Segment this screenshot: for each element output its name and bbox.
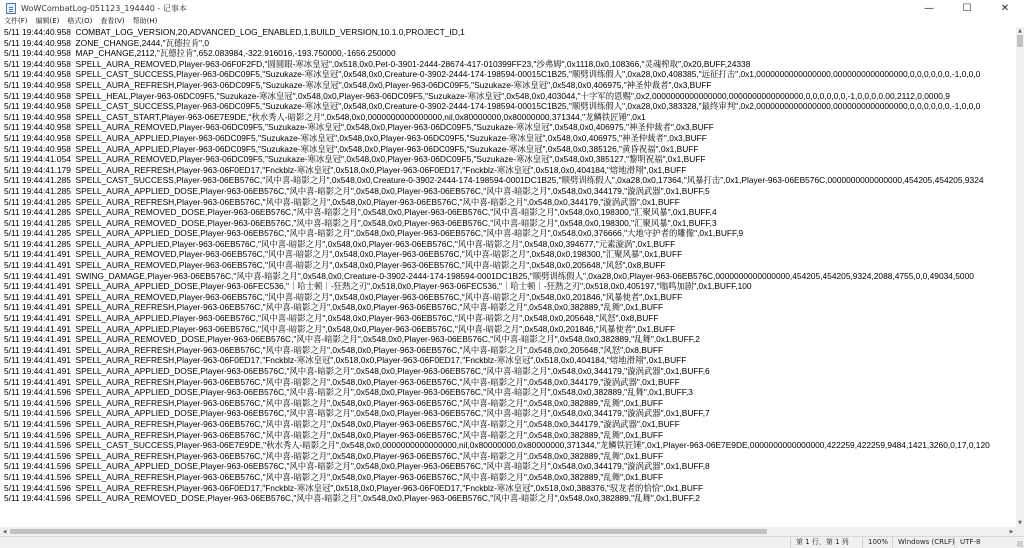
window-controls [910,0,1024,16]
text-line: 5/11 19:44:41.491 SPELL_AURA_REFRESH,Player-963-06EB576C,"风中喜-暗影之月",0x548,0x0,Player-963-06EB576C,"风中喜-暗影之月",0x548,0x0,205648,"风怒",0x8,BUFF [4,344,664,355]
text-line: 5/11 19:44:40.958 SPELL_CAST_START,Player-963-06E7E9DE,"秋水秀人-暗影之月",0x548,0x0,0000000000000000,nil,0x80000000,0x80000000,371344,"龙鳞铁匠锤",0x1 [4,111,646,122]
text-line: 5/11 19:44:41.491 SWING_DAMAGE,Player-963-06EB576C,"风中喜-暗影之月",0x548,0x0,Creature-0-3902-2444-174-198594-0001DC1B25,"顺劈训练假人",0xa28,0x0,Player-963-06EB576C,0000000000000000,454205,454205,9324,2088,4755,0,0,49034,5000 [4,270,974,281]
vertical-scroll-thumb[interactable] [1017,35,1023,47]
notepad-icon [6,3,16,14]
text-line: 5/11 19:44:40.958 SPELL_CAST_SUCCESS,Player-963-06DC09F5,"Suzukaze-寒冰皇冠",0x548,0x0,Creature-0-3902-2444-174-198594-00015C1B25,"顺劈训练假人",0xa28,0x0,383328,"最终审判",0x2,0000000000000000,0000000000000000,0,0,0,0,0,0,-1,0,0,0 [4,101,981,112]
status-line-ending: Windows (CRLF) [892,537,954,548]
text-line: 5/11 19:44:40.958 SPELL_AURA_REMOVED,Player-963-06DC09F5,"Suzukaze-寒冰皇冠",0x548,0x0,Player-963-06DC09F5,"Suzukaze-寒冰皇冠",0x548,0x0,406975,"神圣仲裁者",0x3,BUFF [4,122,714,133]
menu-view[interactable]: 查看(V) [100,17,125,25]
minimize-button[interactable]: — [924,2,934,14]
text-line: 5/11 19:44:41.285 SPELL_AURA_REFRESH,Player-963-06EB576C,"风中喜-暗影之月",0x548,0x0,Player-963-06EB576C,"风中喜-暗影之月",0x548,0x0,344179,"漩涡武器",0x1,BUFF [4,196,680,207]
text-editor[interactable] [0,27,1016,527]
text-line: 5/11 19:44:41.491 SPELL_AURA_REFRESH,Player-963-06EB576C,"风中喜-暗影之月",0x548,0x0,Player-963-06EB576C,"风中喜-暗影之月",0x548,0x0,382889,"乱舞",0x1,BUFF [4,302,664,313]
text-line: 5/11 19:44:41.596 SPELL_AURA_REFRESH,Player-963-06EB576C,"风中喜-暗影之月",0x548,0x0,Player-963-06EB576C,"风中喜-暗影之月",0x548,0x0,344179,"漩涡武器",0x1,BUFF [4,418,680,429]
text-line: 5/11 19:44:41.596 SPELL_AURA_REFRESH,Player-963-06EB576C,"风中喜-暗影之月",0x548,0x0,Player-963-06EB576C,"风中喜-暗影之月",0x548,0x0,382889,"乱舞",0x1,BUFF [4,397,664,408]
close-button[interactable]: ✕ [1000,2,1010,14]
menu-bar [0,16,1024,27]
text-line: 5/11 19:44:40.958 SPELL_CAST_SUCCESS,Player-963-06DC09F5,"Suzukaze-寒冰皇冠",0x548,0x0,Creature-0-3902-2444-174-198594-00015C1B25,"顺劈训练假人",0xa28,0x0,408385,"远征打击",0x1,0000000000000000,0000000000000000,0,0,0,0,0,0,-1,0,0,0 [4,69,981,80]
horizontal-scroll-thumb[interactable] [10,529,767,534]
text-line: 5/11 19:44:41.285 SPELL_AURA_APPLIED,Player-963-06EB576C,"风中喜-暗影之月",0x548,0x0,Player-963-06EB576C,"风中喜-暗影之月",0x548,0x0,394677,"元素漩涡",0x1,BUFF [4,238,676,249]
text-line: 5/11 19:44:41.285 SPELL_AURA_REMOVED_DOSE,Player-963-06EB576C,"风中喜-暗影之月",0x548,0x0,Player-963-06EB576C,"风中喜-暗影之月",0x548,0x0,198300,"汇聚风暴",0x1,BUFF,3 [4,217,717,228]
text-line: 5/11 19:44:41.596 SPELL_AURA_REFRESH,Player-963-06F0ED17,"Fnckblz-寒冰皇冠",0x518,0x0,Player-963-06F0ED17,"Fnckblz-寒冰皇冠",0x518,0x0,388376,"驭龙者的恰恰",0x1,BUFF [4,482,704,493]
status-encoding: UTF-8 [954,537,1014,548]
text-line: 5/11 19:44:41.285 SPELL_AURA_APPLIED_DOSE,Player-963-06EB576C,"风中喜-暗影之月",0x548,0x0,Player-963-06EB576C,"风中喜-暗影之月",0x548,0x0,344179,"漩涡武器",0x1,BUFF,5 [4,185,710,196]
text-line: 5/11 19:44:41.596 SPELL_AURA_REFRESH,Player-963-06EB576C,"风中喜-暗影之月",0x548,0x0,Player-963-06EB576C,"风中喜-暗影之月",0x548,0x0,382889,"乱舞",0x1,BUFF [4,429,664,440]
title-bar [0,0,1024,16]
text-line: 5/11 19:44:41.596 SPELL_AURA_REFRESH,Player-963-06EB576C,"风中喜-暗影之月",0x548,0x0,Player-963-06EB576C,"风中喜-暗影之月",0x548,0x0,382889,"乱舞",0x1,BUFF [4,471,664,482]
horizontal-scrollbar[interactable] [0,527,1016,536]
scroll-left-icon[interactable]: ◀ [2,528,7,535]
text-line: 5/11 19:44:41.491 SPELL_AURA_REMOVED_DOSE,Player-963-06EB576C,"风中喜-暗影之月",0x548,0x0,Player-963-06EB576C,"风中喜-暗影之月",0x548,0x0,382889,"乱舞",0x1,BUFF,2 [4,334,700,345]
text-line: 5/11 19:44:40.958 ZONE_CHANGE,2444,"瓦德拉肯",0 [4,37,210,48]
text-line: 5/11 19:44:40.958 SPELL_AURA_REFRESH,Player-963-06DC09F5,"Suzukaze-寒冰皇冠",0x548,0x0,Player-963-06DC09F5,"Suzukaze-寒冰皇冠",0x548,0x0,406975,"神圣仲裁者",0x3,BUFF [4,79,712,90]
text-line: 5/11 19:44:41.179 SPELL_AURA_REFRESH,Player-963-06F0ED17,"Fnckblz-寒冰皇冠",0x518,0x0,Player-963-06F0ED17,"Fnckblz-寒冰皇冠",0x518,0x0,404184,"熔地滑翔",0x1,BUFF [4,164,687,175]
text-line: 5/11 19:44:41.491 SPELL_AURA_REFRESH,Player-963-06EB576C,"风中喜-暗影之月",0x548,0x0,Player-963-06EB576C,"风中喜-暗影之月",0x548,0x0,344179,"漩涡武器",0x1,BUFF [4,376,680,387]
text-line: 5/11 19:44:41.491 SPELL_AURA_REFRESH,Player-963-06F0ED17,"Fnckblz-寒冰皇冠",0x518,0x0,Player-963-06F0ED17,"Fnckblz-寒冰皇冠",0x518,0x0,404184,"熔地滑翔",0x1,BUFF [4,355,687,366]
maximize-button[interactable]: ☐ [962,2,972,14]
scroll-right-icon[interactable]: ▶ [1009,528,1014,535]
text-line: 5/11 19:44:41.285 SPELL_AURA_REMOVED_DOSE,Player-963-06EB576C,"风中喜-暗影之月",0x548,0x0,Player-963-06EB576C,"风中喜-暗影之月",0x548,0x0,198300,"汇聚风暴",0x1,BUFF,4 [4,207,717,218]
text-line: 5/11 19:44:41.491 SPELL_AURA_APPLIED_DOSE,Player-963-06EB576C,"风中喜-暗影之月",0x548,0x0,Player-963-06EB576C,"风中喜-暗影之月",0x548,0x0,344179,"漩涡武器",0x1,BUFF,6 [4,366,710,376]
text-line: 5/11 19:44:41.596 SPELL_AURA_REFRESH,Player-963-06EB576C,"风中喜-暗影之月",0x548,0x0,Player-963-06EB576C,"风中喜-暗影之月",0x548,0x0,382889,"乱舞",0x1,BUFF [4,450,664,461]
text-line: 5/11 19:44:41.491 SPELL_AURA_APPLIED,Player-963-06EB576C,"风中喜-暗影之月",0x548,0x0,Player-963-06EB576C,"风中喜-暗影之月",0x548,0x0,205648,"风怒",0x8,BUFF [4,313,659,324]
vertical-scrollbar[interactable] [1016,27,1024,527]
text-line: 5/11 19:44:41.596 SPELL_AURA_APPLIED_DOSE,Player-963-06EB576C,"风中喜-暗影之月",0x548,0x0,Player-963-06EB576C,"风中喜-暗影之月",0x548,0x0,382889,"乱舞",0x1,BUFF,3 [4,387,693,398]
resize-grip-icon[interactable] [1017,541,1023,547]
status-zoom: 100% [862,537,892,548]
text-line: 5/11 19:44:41.491 SPELL_AURA_REMOVED,Player-963-06EB576C,"风中喜-暗影之月",0x548,0x0,Player-963-06EB576C,"风中喜-暗影之月",0x548,0x0,198300,"汇聚风暴",0x1,BUFF [4,249,683,260]
status-bar [0,536,1024,548]
text-line: 5/11 19:44:40.958 SPELL_HEAL,Player-963-06DC09F5,"Suzukaze-寒冰皇冠",0x548,0x0,Player-963-06DC09F5,"Suzukaze-寒冰皇冠",0x548,0x0,403044,"十字军的恩赐",0x2,0000000000000000,0000000000000000,0,0,0,0,0,0,-1,0,0,0,0.00,2112,0,0000,9 [4,90,950,101]
scroll-down-icon[interactable]: ▼ [1018,520,1022,526]
menu-help[interactable]: 帮助(H) [132,17,158,25]
text-line: 5/11 19:44:41.596 SPELL_AURA_APPLIED_DOSE,Player-963-06EB576C,"风中喜-暗影之月",0x548,0x0,Player-963-06EB576C,"风中喜-暗影之月",0x548,0x0,344179,"漩涡武器",0x1,BUFF,8 [4,461,710,472]
window-title: WoWCombatLog-051123_194440 - 记事本 [21,3,187,13]
text-line: 5/11 19:44:41.491 SPELL_AURA_REMOVED,Player-963-06EB576C,"风中喜-暗影之月",0x548,0x0,Player-963-06EB576C,"风中喜-暗影之月",0x548,0x0,201846,"风暴使者",0x1,BUFF [4,291,683,302]
text-line: 5/11 19:44:41.596 SPELL_AURA_REMOVED_DOSE,Player-963-06EB576C,"风中喜-暗影之月",0x548,0x0,Player-963-06EB576C,"风中喜-暗影之月",0x548,0x0,382889,"乱舞",0x1,BUFF,2 [4,493,700,504]
text-line: 5/11 19:44:41.491 SPELL_AURA_REMOVED,Player-963-06EB576C,"风中喜-暗影之月",0x548,0x0,Player-963-06EB576C,"风中喜-暗影之月",0x548,0x0,205648,"风怒",0x8,BUFF [4,260,666,271]
text-line: 5/11 19:44:41.285 SPELL_AURA_APPLIED_DOSE,Player-963-06EB576C,"风中喜-暗影之月",0x548,0x0,Player-963-06EB576C,"风中喜-暗影之月",0x548,0x0,376666,"大地守护者的雕像",0x1,BUFF,9 [4,228,744,239]
text-line: 5/11 19:44:40.958 COMBAT_LOG_VERSION,20,ADVANCED_LOG_ENABLED,1,BUILD_VERSION,10.1.0,PROJECT_ID,1 [4,27,465,37]
text-line: 5/11 19:44:41.491 SPELL_AURA_APPLIED,Player-963-06EB576C,"风中喜-暗影之月",0x548,0x0,Player-963-06EB576C,"风中喜-暗影之月",0x548,0x0,201846,"风暴使者",0x1,BUFF [4,323,676,334]
text-line: 5/11 19:44:41.491 SPELL_AURA_APPLIED_DOSE,Player-963-06FEC536,"｜哈士顿｜-狂熱之刃",0x518,0x0,Player-963-06FEC536,"｜哈士顿｜-狂熱之刃",0x518,0x0,405197,"嗡鸣加剧",0x1,BUFF,100 [4,281,752,292]
text-line: 5/11 19:44:40.958 SPELL_AURA_APPLIED,Player-963-06DC09F5,"Suzukaze-寒冰皇冠",0x548,0x0,Player-963-06DC09F5,"Suzukaze-寒冰皇冠",0x548,0x0,406975,"神圣仲裁者",0x3,BUFF [4,132,707,143]
menu-file[interactable]: 文件(F) [4,17,28,25]
text-line: 5/11 19:44:40.958 SPELL_AURA_APPLIED,Player-963-06DC09F5,"Suzukaze-寒冰皇冠",0x548,0x0,Player-963-06DC09F5,"Suzukaze-寒冰皇冠",0x548,0x0,385126,"黄昏祝福",0x1,BUFF [4,143,699,154]
text-line: 5/11 19:44:41.285 SPELL_CAST_SUCCESS,Player-963-06EB576C,"风中喜-暗影之月",0x548,0x0,Creature-0-3902-2444-174-198594-0001DC1B25,"顺劈训练假人",0xa28,0x0,17364,"风暴打击",0x1,Player-963-06EB576C,0000000000000000,454205,454205,9324 [4,175,984,186]
text-line: 5/11 19:44:40.958 SPELL_AURA_REMOVED,Player-963-06F0F2FD,"圆圆眼-寒冰皇冠",0x518,0x0,Pet-0-3901-2444-28674-417-010399FF23,"沙弗姆",0x1118,0x0,108366,"灵魂榨取",0x20,BUFF,24338 [4,58,751,69]
menu-format[interactable]: 格式(O) [67,17,93,25]
text-line: 5/11 19:44:41.596 SPELL_CAST_SUCCESS,Player-963-06E7E9DE,"秋水秀人-暗影之月",0x548,0x0,0000000000000000,nil,0x80000000,0x80000000,371344,"龙鳞铁匠锤",0x1,Player-963-06E7E9DE,0000000000000000,422259,422259,9484,1421,3260,0,17,0,120 [4,440,990,451]
text-line: 5/11 19:44:40.958 MAP_CHANGE,2112,"瓦德拉肯",652.083984,-322.916016,-193.750000,-1656.250000 [4,48,396,59]
menu-edit[interactable]: 编辑(E) [35,17,60,25]
status-cursor-position: 第 1 行，第 1 列 [790,537,860,548]
text-line: 5/11 19:44:41.596 SPELL_AURA_APPLIED_DOSE,Player-963-06EB576C,"风中喜-暗影之月",0x548,0x0,Player-963-06EB576C,"风中喜-暗影之月",0x548,0x0,344179,"漩涡武器",0x1,BUFF,7 [4,408,710,419]
scrollbar-corner [1016,527,1024,536]
scroll-up-icon[interactable]: ▲ [1018,28,1022,34]
text-line: 5/11 19:44:41.054 SPELL_AURA_REMOVED,Player-963-06DC09F5,"Suzukaze-寒冰皇冠",0x548,0x0,Player-963-06DC09F5,"Suzukaze-寒冰皇冠",0x548,0x0,385127,"黎明祝福",0x1,BUFF [4,154,706,165]
